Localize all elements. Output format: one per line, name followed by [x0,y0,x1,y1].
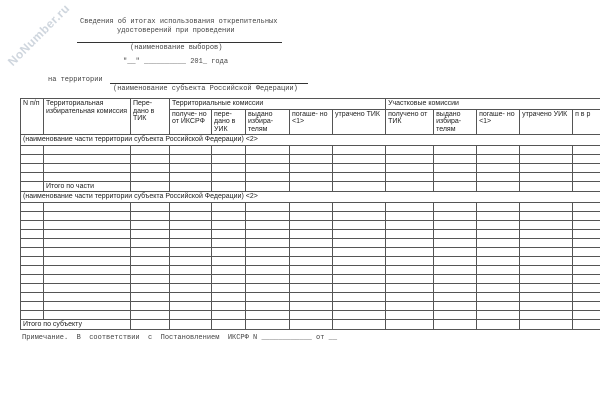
table-cell [290,154,333,163]
table-row [21,181,600,192]
table-cell [386,265,434,274]
table-cell [333,202,386,211]
table-cell [170,310,212,319]
table-cell [246,202,290,211]
table-cell [434,274,477,283]
table-cell [44,229,131,238]
table-cell [333,145,386,154]
table-cell [290,301,333,310]
table-cell [573,247,600,256]
table-cell [131,319,170,330]
table-cell [386,163,434,172]
header-tk-col: получе- но от ИКСРФ [170,109,212,135]
table-cell [333,283,386,292]
table-cell [386,211,434,220]
table-cell [386,154,434,163]
table-cell [333,211,386,220]
table-cell [520,202,573,211]
table-cell [131,310,170,319]
table-cell [386,247,434,256]
table-cell [131,238,170,247]
table-cell [44,211,131,220]
table-cell [477,163,520,172]
table-cell [573,202,600,211]
table-cell [212,202,246,211]
table-cell [212,238,246,247]
election-caption: (наименование выборов) [130,44,223,52]
table-cell [434,319,477,330]
table-row [21,265,600,274]
table-cell [21,238,44,247]
table-cell [170,283,212,292]
table-cell [290,202,333,211]
table-cell [477,172,520,181]
table-row [21,283,600,292]
table-cell [386,229,434,238]
table-cell [246,256,290,265]
table-cell [520,181,573,192]
table-cell [290,310,333,319]
table-cell [212,172,246,181]
table-cell [212,145,246,154]
table-cell [477,274,520,283]
table-cell [573,274,600,283]
table-cell [290,319,333,330]
table-cell [131,211,170,220]
table-cell [333,247,386,256]
table-cell [434,283,477,292]
table-cell [477,292,520,301]
table-cell [170,265,212,274]
table-cell [212,181,246,192]
date-line: "__" __________ 201_ года [123,58,229,66]
table-cell [434,211,477,220]
table-row [21,154,600,163]
table-cell [477,145,520,154]
table-cell [333,220,386,229]
table-cell [520,211,573,220]
table-cell [290,220,333,229]
table-cell [520,292,573,301]
table-cell [212,310,246,319]
table-cell [44,256,131,265]
table-cell [212,301,246,310]
table-cell [386,172,434,181]
table-cell [573,283,600,292]
table-row [21,202,600,211]
table-cell [170,163,212,172]
table-cell [131,283,170,292]
table-cell [212,292,246,301]
table-cell [386,310,434,319]
table-cell [333,265,386,274]
header-uk-col: п в р [573,109,600,135]
table-cell [246,310,290,319]
table-cell [520,145,573,154]
table-cell [44,265,131,274]
table-cell [44,292,131,301]
table-cell [212,265,246,274]
table-cell [477,247,520,256]
table-cell [212,283,246,292]
report-table [20,98,600,330]
table-cell [131,256,170,265]
table-cell [21,274,44,283]
table-cell [386,301,434,310]
header-uk-col: получено от ТИК [386,109,434,135]
table-cell [44,310,131,319]
table-cell [333,319,386,330]
table-cell [520,319,573,330]
table-cell [246,172,290,181]
table-cell [520,163,573,172]
table-cell [333,238,386,247]
table-cell [477,211,520,220]
header-tk-col: пере- дано в УИК [212,109,246,135]
table-cell [477,283,520,292]
table-cell [333,172,386,181]
table-cell [44,274,131,283]
table-cell [131,181,170,192]
watermark: NoNumber.ru [4,1,73,69]
table-cell [21,283,44,292]
table-cell [573,301,600,310]
table-cell [333,292,386,301]
table-row [21,192,600,203]
table-cell [573,292,600,301]
table-cell [290,145,333,154]
table-cell [333,154,386,163]
table-cell [21,163,44,172]
header-uk-col: утрачено УИК [520,109,573,135]
table-cell [170,247,212,256]
table-cell [573,265,600,274]
table-cell [290,274,333,283]
table-cell [290,292,333,301]
table-cell [21,172,44,181]
table-cell [434,229,477,238]
title-line-1: Сведения об итогах использования открепительных [80,18,278,26]
table-cell [573,211,600,220]
table-cell [246,283,290,292]
header-uk-col: погаше- но <1> [477,109,520,135]
table-cell [573,172,600,181]
table-cell [386,181,434,192]
table-cell [520,247,573,256]
table-cell [434,310,477,319]
table-cell [246,211,290,220]
table-cell [246,154,290,163]
table-cell [290,181,333,192]
table-cell [21,301,44,310]
table-cell [44,172,131,181]
table-cell [246,181,290,192]
table-cell [44,238,131,247]
table-cell [21,145,44,154]
section-title: (наименование части территории субъекта Российской Федерации) <2> [21,192,600,203]
part-total: Итого по части [44,181,131,192]
subject-total: Итого по субъекту [21,319,131,330]
table-cell [520,220,573,229]
table-cell [573,256,600,265]
territory-line [110,83,308,84]
table-cell [573,181,600,192]
table-cell [434,292,477,301]
table-cell [212,229,246,238]
table-cell [520,283,573,292]
table-cell [212,256,246,265]
table-cell [520,301,573,310]
table-cell [44,247,131,256]
table-cell [212,211,246,220]
table-cell [44,202,131,211]
table-cell [434,301,477,310]
table-cell [520,172,573,181]
table-cell [333,274,386,283]
table-cell [573,220,600,229]
header-tk-col: выдано избира- телям [246,109,290,135]
table-cell [386,145,434,154]
table-cell [212,154,246,163]
table-cell [21,256,44,265]
table-cell [212,274,246,283]
table-cell [386,202,434,211]
table-cell [434,145,477,154]
header-tk-col: погаше- но <1> [290,109,333,135]
table-cell [212,220,246,229]
table-cell [212,247,246,256]
table-cell [477,319,520,330]
table-cell [333,181,386,192]
table-cell [520,265,573,274]
table-cell [44,154,131,163]
table-cell [477,238,520,247]
header-number: N п/п [21,99,44,135]
table-cell [246,163,290,172]
table-cell [386,292,434,301]
table-cell [131,172,170,181]
table-cell [434,172,477,181]
table-cell [573,154,600,163]
table-cell [44,145,131,154]
header-precinct-commissions: Участковые комиссии [386,99,600,110]
table-cell [434,163,477,172]
table-cell [520,154,573,163]
table-cell [212,319,246,330]
table-cell [434,238,477,247]
table-cell [477,310,520,319]
table-cell [44,283,131,292]
table-cell [21,181,44,192]
table-cell [131,145,170,154]
header-transferred: Пере- дано в ТИК [131,99,170,135]
table-cell [520,310,573,319]
table-cell [170,319,212,330]
table-cell [44,220,131,229]
table-cell [573,145,600,154]
table-cell [170,202,212,211]
table-cell [434,154,477,163]
table-cell [131,292,170,301]
table-cell [246,247,290,256]
table-cell [434,202,477,211]
table-cell [131,274,170,283]
table-cell [246,265,290,274]
table-cell [333,256,386,265]
table-cell [434,265,477,274]
table-row [21,292,600,301]
territory-label: на территории [48,76,103,84]
table-cell [290,283,333,292]
table-cell [246,319,290,330]
table-cell [290,172,333,181]
table-cell [434,247,477,256]
table-row [21,256,600,265]
table-cell [386,319,434,330]
section-title: (наименование части территории субъекта Российской Федерации) <2> [21,135,600,146]
header-territorial-commissions: Территориальные комиссии [170,99,386,110]
table-row [21,247,600,256]
table-cell [21,202,44,211]
table-cell [170,256,212,265]
table-cell [520,274,573,283]
table-cell [520,238,573,247]
table-cell [131,220,170,229]
table-cell [21,310,44,319]
table-cell [477,229,520,238]
table-row [21,163,600,172]
table-cell [21,229,44,238]
table-cell [246,229,290,238]
table-cell [170,145,212,154]
table-cell [170,238,212,247]
table-cell [477,181,520,192]
table-cell [170,292,212,301]
table-cell [131,247,170,256]
table-cell [246,301,290,310]
table-cell [44,301,131,310]
table-cell [477,154,520,163]
table-cell [21,292,44,301]
table-row [21,220,600,229]
note: Примечание. В соответствии с Постановлением ИКСРФ N ____________ от __ [22,334,338,342]
table-cell [131,154,170,163]
table-cell [573,310,600,319]
election-name-line [77,42,282,43]
table-cell [333,163,386,172]
table-cell [520,256,573,265]
table-cell [477,265,520,274]
table-row [21,238,600,247]
table-cell [434,220,477,229]
table-row [21,229,600,238]
table-cell [131,202,170,211]
table-cell [246,145,290,154]
table-cell [21,154,44,163]
table-row [21,145,600,154]
table-cell [386,283,434,292]
table-cell [131,265,170,274]
table-cell [170,301,212,310]
table-cell [131,229,170,238]
table-cell [573,229,600,238]
table-cell [21,247,44,256]
table-row [21,274,600,283]
table-cell [170,181,212,192]
table-cell [21,265,44,274]
table-row [21,319,600,330]
table-cell [290,229,333,238]
table-cell [290,247,333,256]
table-cell [246,238,290,247]
table-cell [333,310,386,319]
table-cell [212,163,246,172]
table-cell [573,163,600,172]
table-row [21,211,600,220]
header-tk-col: утрачено ТИК [333,109,386,135]
table-cell [170,211,212,220]
table-row [21,135,600,146]
table-cell [386,256,434,265]
table-cell [520,229,573,238]
table-cell [477,256,520,265]
table-cell [21,211,44,220]
table-cell [477,220,520,229]
table-cell [246,274,290,283]
table-cell [290,256,333,265]
table-cell [386,238,434,247]
table-cell [573,319,600,330]
table-cell [290,238,333,247]
table-cell [290,163,333,172]
table-cell [290,265,333,274]
table-cell [170,220,212,229]
title-line-2: удостоверений при проведении [117,27,235,35]
table-cell [333,229,386,238]
header-uk-col: выдано избира- телям [434,109,477,135]
table-cell [170,154,212,163]
table-cell [477,202,520,211]
table-cell [170,172,212,181]
table-cell [246,220,290,229]
table-cell [131,163,170,172]
territory-caption: (наименование субъекта Российской Федерации) [113,85,298,93]
table-cell [246,292,290,301]
table-cell [44,163,131,172]
table-cell [386,220,434,229]
table-cell [386,274,434,283]
table-cell [131,301,170,310]
table-cell [290,211,333,220]
table-cell [477,301,520,310]
header-tik: Территориальная избирательная комиссия [44,99,131,135]
table-row [21,172,600,181]
table-cell [333,301,386,310]
table-row [21,301,600,310]
table-row [21,310,600,319]
table-cell [434,256,477,265]
table-cell [21,220,44,229]
table-cell [170,274,212,283]
table-cell [434,181,477,192]
table-cell [170,229,212,238]
table-cell [573,238,600,247]
